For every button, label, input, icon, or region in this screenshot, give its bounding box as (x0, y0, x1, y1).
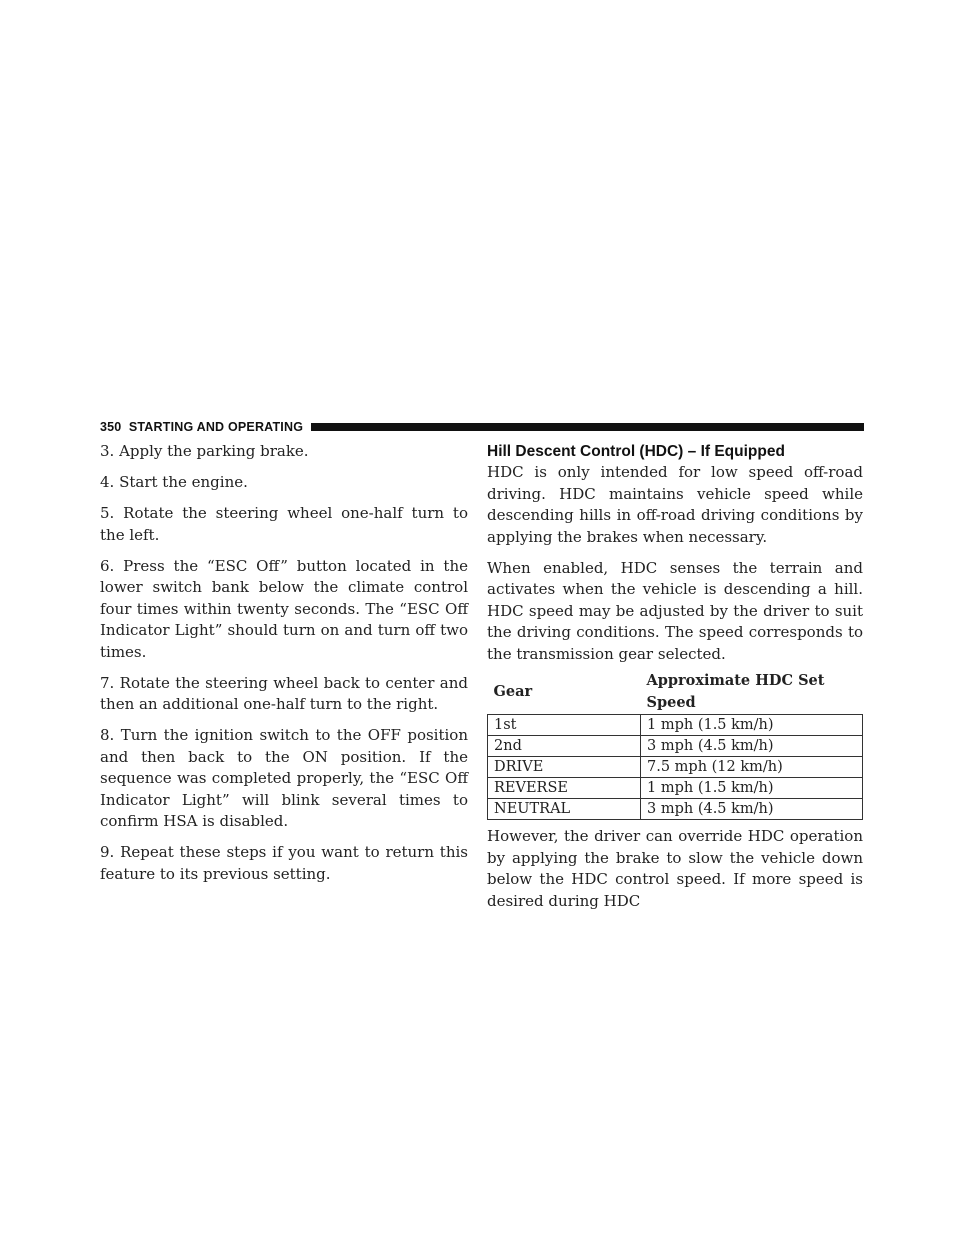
gear-cell: REVERSE (488, 778, 641, 799)
step-6: 6. Press the “ESC Off” button located in the lower switch bank below the climate control four times within twenty seconds. The “ESC Off Indicator Light” should turn on and turn off two times. (100, 556, 468, 661)
column-header-speed: Approximate HDC Set Speed (646, 672, 825, 711)
speed-cell: 7.5 mph (12 km/h) (641, 757, 863, 778)
step-7: 7. Rotate the steering wheel back to center and then an additional one-half turn to the right. (100, 673, 468, 713)
right-column (487, 441, 863, 922)
left-column (100, 441, 468, 895)
step-5: 5. Rotate the steering wheel one-half turn to the left. (100, 504, 468, 544)
section-heading: Hill Descent Control (HDC) – If Equipped (487, 443, 785, 460)
gear-cell: DRIVE (488, 757, 641, 778)
gear-cell: 1st (488, 715, 641, 736)
step-3: 3. Apply the parking brake. (100, 442, 309, 460)
table-row (488, 799, 863, 820)
speed-cell: 3 mph (4.5 km/h) (641, 736, 863, 757)
hdc-enabled-paragraph: When enabled, HDC senses the terrain and activates when the vehicle is descending a hill. HDC speed may be adjusted by the driver to suit the driving conditions. The speed corresponds to the transmission gear selected. (487, 558, 863, 663)
page-number: 350 (100, 420, 122, 434)
table-header-row (488, 669, 863, 715)
section-title: STARTING AND OPERATING (128, 420, 304, 434)
speed-cell: 3 mph (4.5 km/h) (641, 799, 863, 820)
header-rule (311, 423, 864, 431)
column-header-gear: Gear (493, 682, 533, 700)
speed-cell: 1 mph (1.5 km/h) (641, 715, 863, 736)
table-row (488, 778, 863, 799)
hdc-override-paragraph: However, the driver can override HDC operation by applying the brake to slow the vehicle down below the HDC control speed. If more speed is desired during HDC (487, 827, 863, 910)
table-row (488, 715, 863, 736)
step-4: 4. Start the engine. (100, 473, 248, 491)
gear-cell: NEUTRAL (488, 799, 641, 820)
hdc-intro-paragraph: HDC is only intended for low speed off-road driving. HDC maintains vehicle speed while descending hills in off-road driving conditions by applying the brakes when necessary. (487, 463, 863, 546)
hdc-speed-table (487, 669, 863, 820)
page-header-label (100, 420, 311, 434)
table-row (488, 736, 863, 757)
step-8: 8. Turn the ignition switch to the OFF position and then back to the ON position. If the sequence was completed properly, the “ESC Off Indicator Light” will blink several times to confirm HSA is disabled. (100, 726, 468, 830)
table-row (488, 757, 863, 778)
page-header (100, 420, 864, 434)
gear-cell: 2nd (488, 736, 641, 757)
step-9: 9. Repeat these steps if you want to return this feature to its previous setting. (100, 843, 468, 883)
speed-cell: 1 mph (1.5 km/h) (641, 778, 863, 799)
